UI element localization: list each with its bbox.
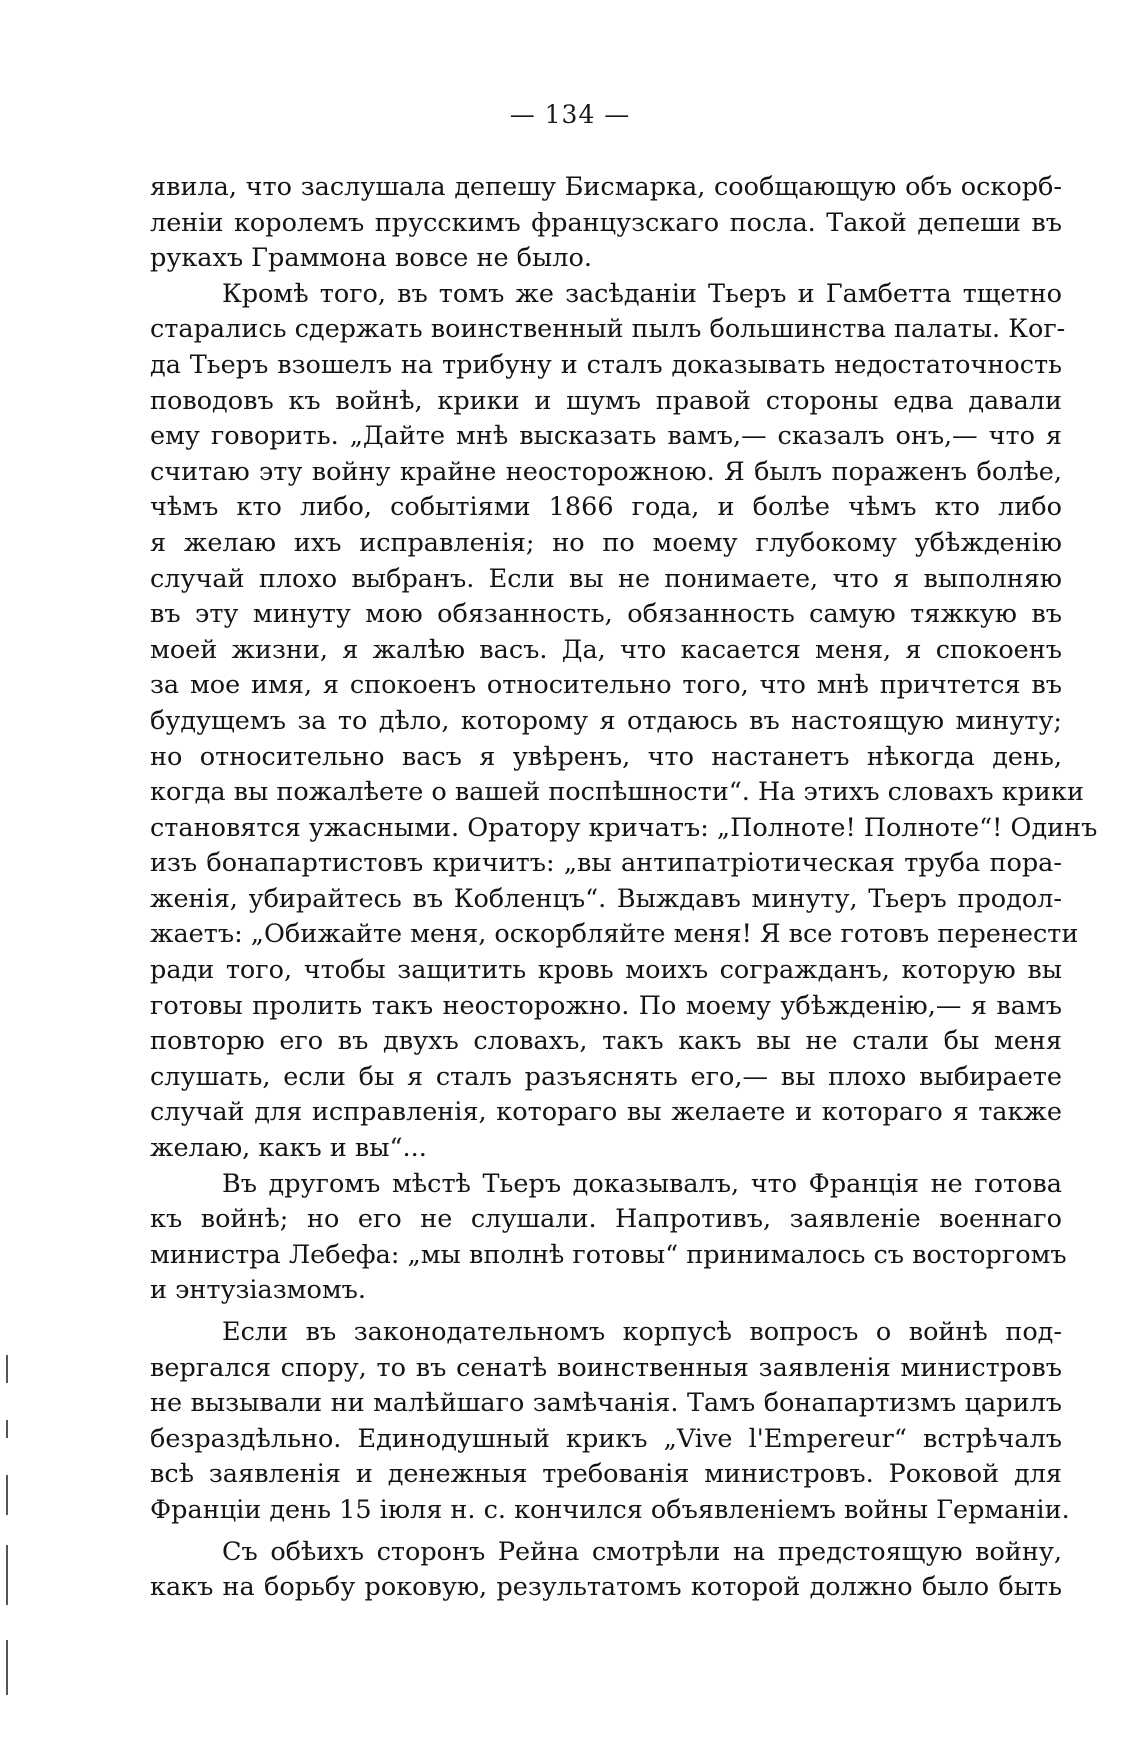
paragraph <box>150 1167 1067 1309</box>
page-number: — 134 — <box>509 100 631 129</box>
text-line: считаю эту войну крайне неосторожною. Я былъ пораженъ болѣе, <box>150 456 1062 487</box>
text-line: за мое имя, я спокоенъ относительно того, что мнѣ причтется въ <box>150 670 1062 701</box>
text-line: повторю его въ двухъ словахъ, такъ какъ вы не стали бы меня <box>150 1026 1062 1057</box>
text-line: Франціи день 15 іюля н. с. кончился объявленіемъ войны Германіи. <box>150 1494 1070 1525</box>
scan-edge-mark <box>6 1475 8 1515</box>
paragraph <box>150 1315 1070 1529</box>
text-line: не вызывали ни малѣйшаго замѣчанія. Тамъ бонапартизмъ царилъ <box>150 1388 1062 1419</box>
text-line: я желаю ихъ исправленія; но по моему глубокому убѣжденію <box>150 527 1062 558</box>
text-line: слушать, если бы я сталъ разъяснять его,— вы плохо выбираете <box>150 1061 1062 1092</box>
scan-edge-mark <box>6 1640 8 1695</box>
text-line: и энтузіазмомъ. <box>150 1275 367 1306</box>
text-line: рукахъ Граммона вовсе не было. <box>150 243 592 274</box>
text-line: моей жизни, я жалѣю васъ. Да, что касается меня, я спокоенъ <box>150 634 1062 665</box>
text-line: когда вы пожалѣете о вашей поспѣшности“. На этихъ словахъ крики <box>150 777 1084 808</box>
text-line: въ эту минуту мою обязанность, обязанность самую тяжкую въ <box>150 599 1062 630</box>
text-line: безраздѣльно. Единодушный крикъ „Vive l'Empereur“ встрѣчалъ <box>150 1423 1062 1454</box>
text-line: старались сдержать воинственный пылъ большинства палаты. Ког- <box>150 314 1066 345</box>
text-line: случай плохо выбранъ. Если вы не понимаете, что я выполняю <box>150 563 1062 594</box>
text-line: Съ обѣихъ сторонъ Рейна смотрѣли на предстоящую войну, <box>222 1536 1062 1567</box>
text-line: становятся ужасными. Оратору кричатъ: „Полноте! Полноте“! Одинъ <box>150 812 1098 843</box>
text-line: изъ бонапартистовъ кричитъ: „вы антипатріотическая труба пора- <box>150 848 1062 879</box>
text-line: леніи королемъ прусскимъ французскаго посла. Такой депеши въ <box>150 207 1062 238</box>
text-line: да Тьеръ взошелъ на трибуну и сталъ доказывать недостаточность <box>150 349 1062 380</box>
text-line: министра Лебефа: „мы вполнѣ готовы“ принималось съ восторгомъ <box>150 1239 1067 1270</box>
text-line: Въ другомъ мѣстѣ Тьеръ доказывалъ, что Франція не готова <box>222 1168 1062 1199</box>
body-text <box>150 170 1098 1606</box>
scan-edge-mark <box>6 1355 8 1383</box>
text-line: явила, что заслушала депешу Бисмарка, сообщающую объ оскорб- <box>150 172 1062 202</box>
text-line: Кромѣ того, въ томъ же засѣданіи Тьеръ и Гамбетта тщетно <box>222 278 1062 309</box>
text-line: женія, убирайтесь въ Кобленцъ“. Выждавъ минуту, Тьеръ продол- <box>150 883 1062 914</box>
text-line: какъ на борьбу роковую, результатомъ которой должно было быть <box>150 1572 1062 1603</box>
text-line: Если въ законодательномъ корпусѣ вопросъ о войнѣ под- <box>222 1317 1062 1347</box>
text-line: будущемъ за то дѣло, которому я отдаюсь въ настоящую минуту; <box>150 705 1062 736</box>
paragraph <box>150 1535 1062 1606</box>
text-line: ему говорить. „Дайте мнѣ высказать вамъ,— сказалъ онъ,— что я <box>150 421 1062 452</box>
scan-edge-mark <box>6 1545 8 1605</box>
text-line: готовы пролить такъ неосторожно. По моему убѣжденію,— я вамъ <box>150 990 1062 1021</box>
text-line: ради того, чтобы защитить кровь моихъ согражданъ, которую вы <box>150 955 1062 986</box>
text-line: случай для исправленія, котораго вы желаете и котораго я также <box>150 1097 1062 1128</box>
text-line: поводовъ къ войнѣ, крики и шумъ правой стороны едва давали <box>150 385 1062 416</box>
text-line: къ войнѣ; но его не слушали. Напротивъ, заявленіе военнаго <box>150 1204 1062 1235</box>
text-line: вергался спору, то въ сенатѣ воинственныя заявленія министровъ <box>150 1352 1062 1383</box>
scan-edge-mark <box>6 1420 8 1438</box>
paragraph <box>150 170 1062 277</box>
text-line: но относительно васъ я увѣренъ, что настанетъ нѣкогда день, <box>150 741 1062 772</box>
text-line: всѣ заявленія и денежныя требованія министровъ. Роковой для <box>150 1459 1062 1490</box>
paragraph <box>150 277 1098 1167</box>
text-line: желаю, какъ и вы“... <box>150 1133 427 1164</box>
text-line: чѣмъ кто либо, событіями 1866 года, и болѣе чѣмъ кто либо <box>150 492 1062 523</box>
text-line: жаетъ: „Обижайте меня, оскорбляйте меня! Я все готовъ перенести <box>150 919 1079 950</box>
